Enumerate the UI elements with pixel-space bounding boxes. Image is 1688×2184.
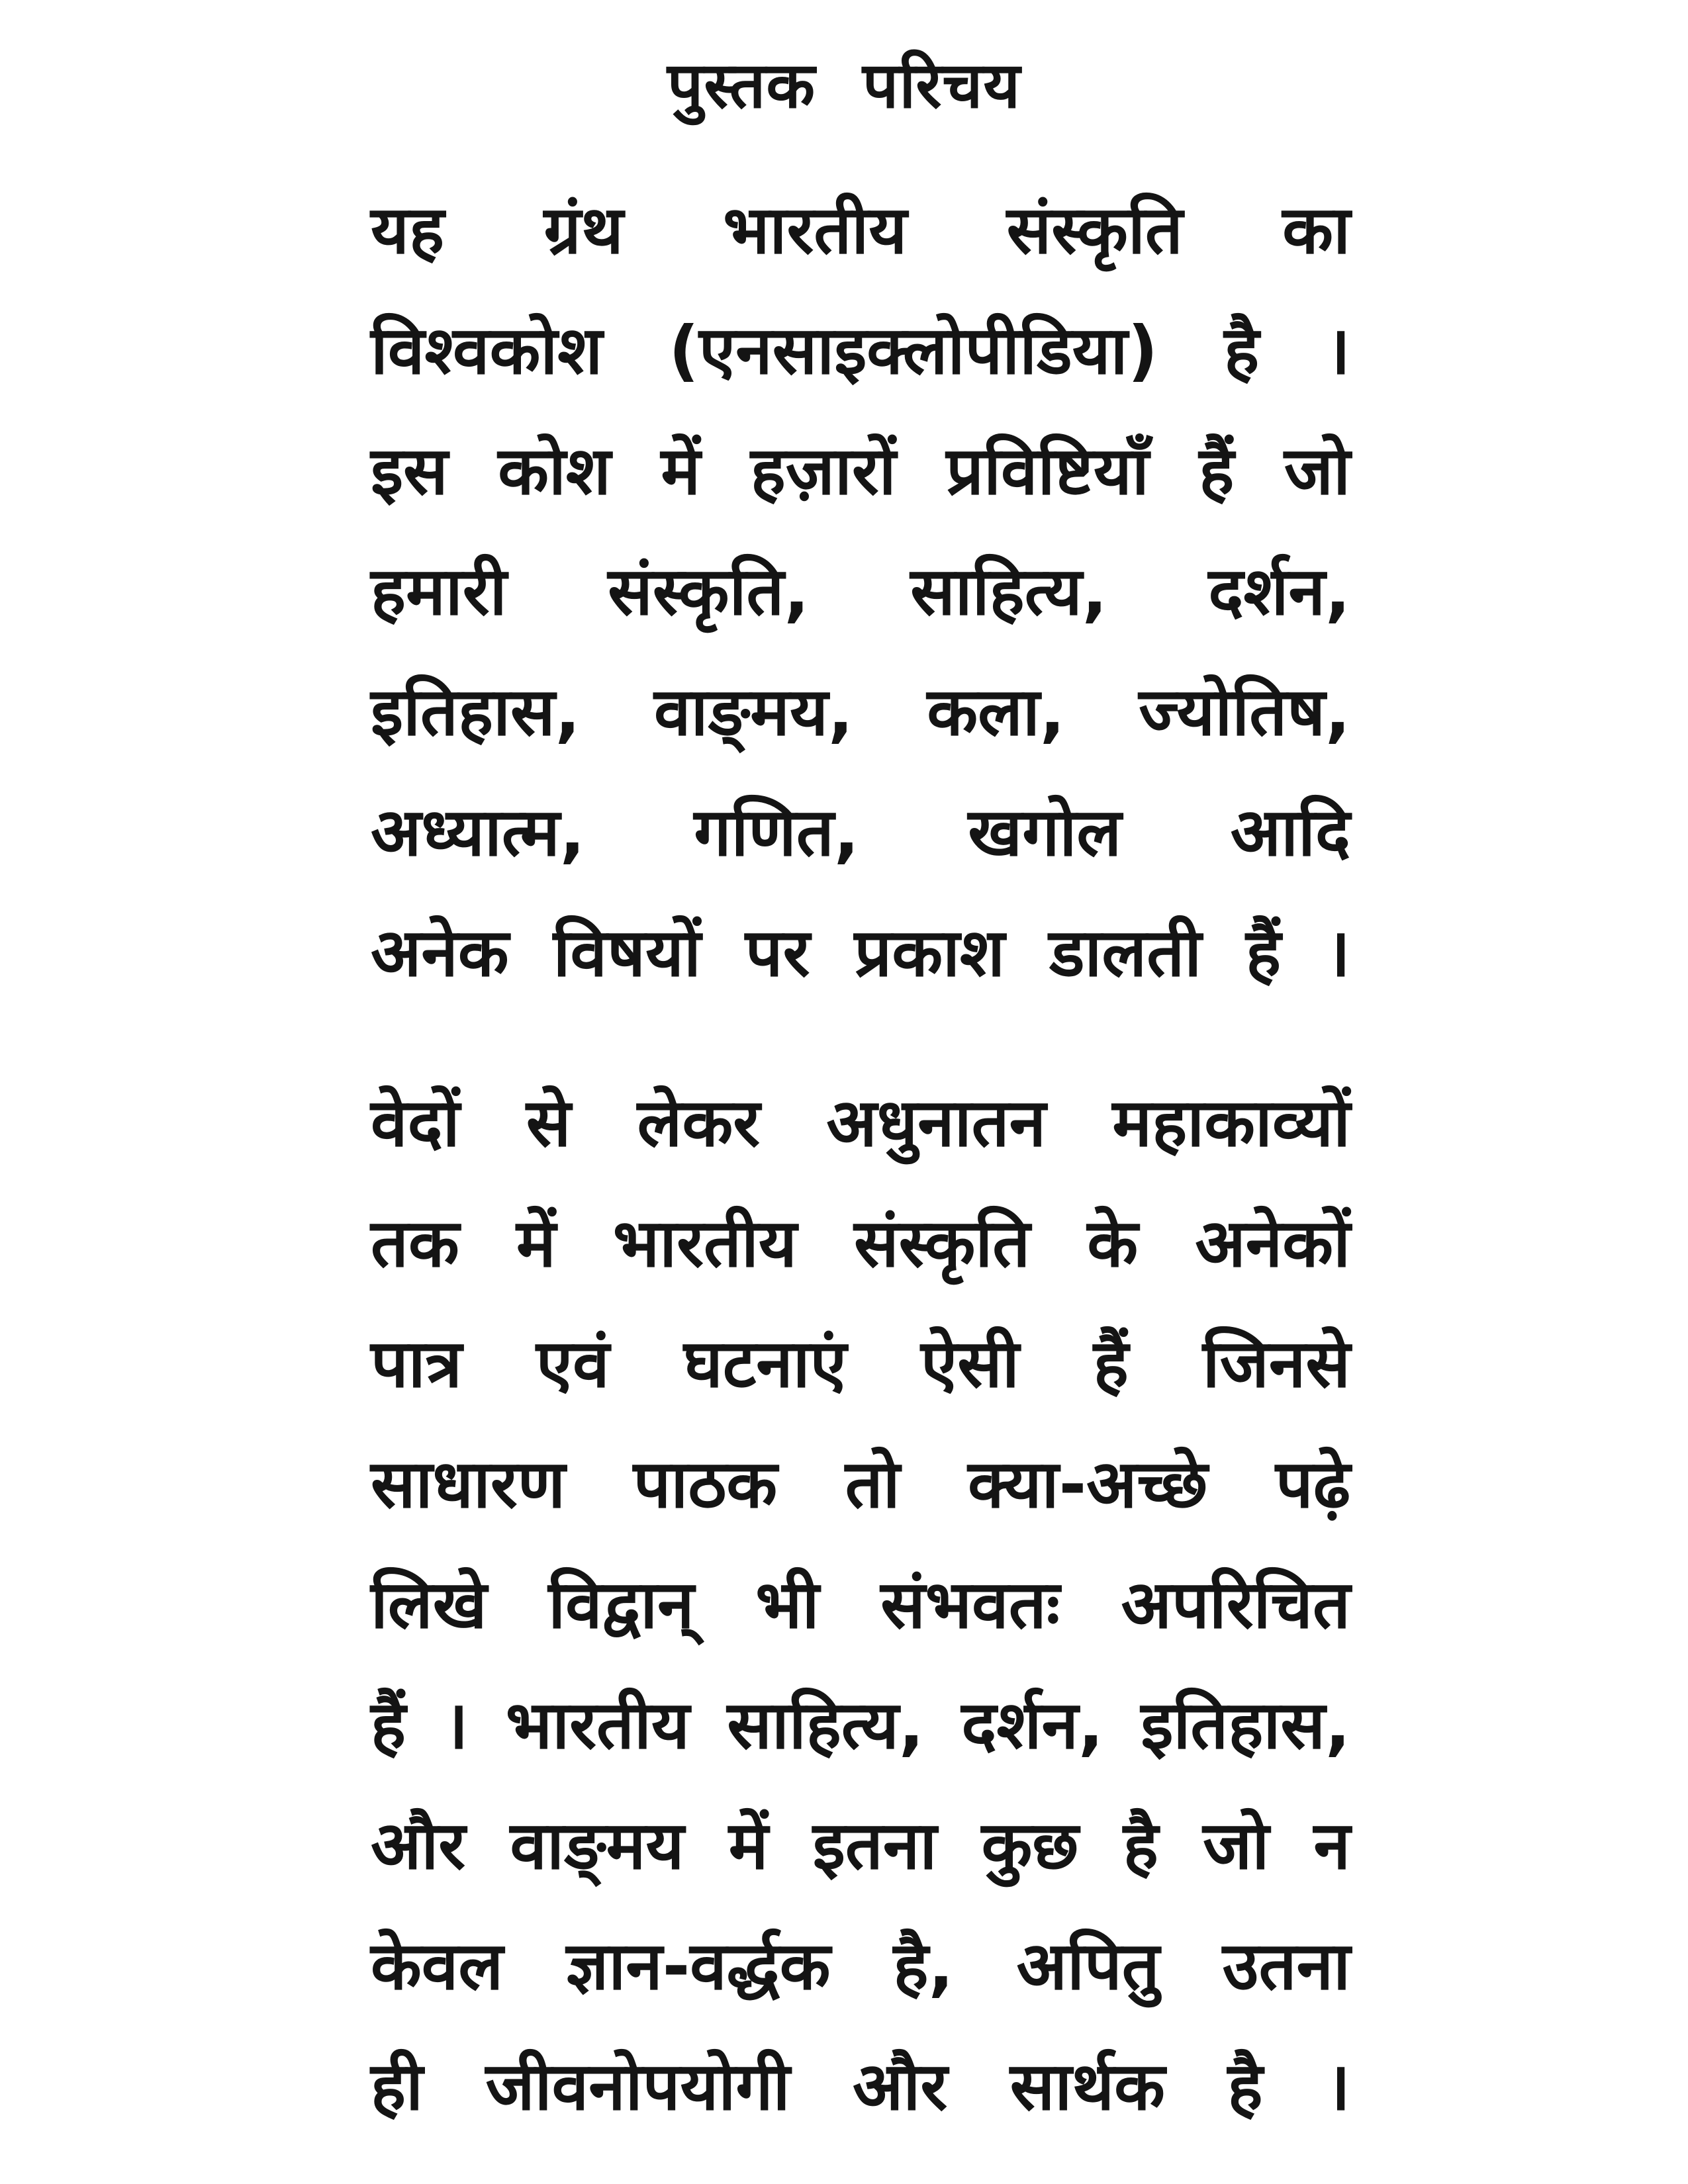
text-line: इतिहास, वाङ्‌मय, कला, ज्योतिष, [371, 673, 1350, 751]
text-line: अनेक विषयों पर प्रकाश डालती हैं । [371, 914, 1350, 992]
text-line: पात्र एवं घटनाएं ऐसी हैं जिनसे [371, 1325, 1350, 1403]
text-line: विश्वकोश (एनसाइक्लोपीडिया) है । [371, 312, 1350, 390]
intro-paragraph-2 [371, 1063, 1350, 2147]
text-line: हैं । भारतीय साहित्य, दर्शन, इतिहास, [371, 1686, 1350, 1764]
text-line: इस कोश में हज़ारों प्रविष्टियाँ हैं जो [371, 432, 1350, 510]
text-line: लिखे विद्वान् भी संभवतः अपरिचित [371, 1566, 1350, 1644]
text-line: ही जीवनोपयोगी और सार्थक है । [371, 2048, 1350, 2126]
text-line: और वाङ्‌मय में इतना कुछ है जो न [371, 1807, 1350, 1885]
text-line: यह ग्रंथ भारतीय संस्कृति का [371, 191, 1350, 269]
text-line: अध्यात्म, गणित, खगोल आदि [371, 794, 1350, 872]
text-line: केवल ज्ञान-वर्द्धक है, अपितु उतना [371, 1927, 1350, 2005]
text-line: साधारण पाठक तो क्या-अच्छे पढ़े [371, 1445, 1350, 1524]
text-line: हमारी संस्कृति, साहित्य, दर्शन, [371, 553, 1350, 631]
intro-paragraph-1 [371, 170, 1350, 1013]
text-line: तक में भारतीय संस्कृति के अनेकों [371, 1205, 1350, 1283]
page-title: पुस्तक परिचय [667, 48, 1021, 122]
text-line: वेदों से लेकर अधुनातन महाकाव्यों [371, 1084, 1350, 1162]
